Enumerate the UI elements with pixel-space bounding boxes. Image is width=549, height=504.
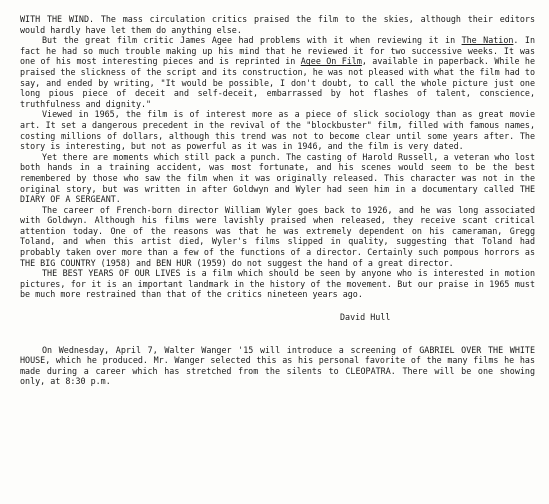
paragraph-announcement: On Wednesday, April 7, Walter Wanger '15 will introduce a screening of GABRIEL OVER THE WHITE HOUSE, which he produced. Mr. Wanger selected this as his personal favorite of the many films he has made during a career which has stretched from the silents to CLEOPATRA. There will be one showing only, at 8:30 p.m. <box>20 344 535 387</box>
agee-text-1: But the great film critic James Agee had problems with it when reviewing it in <box>42 35 462 46</box>
paragraph-viewed-1965: Viewed in 1965, the film is of interest more as a piece of slick sociology than as great movie art. It set a dangerous precedent in the revival of the "blockbuster" film, filled with famous names, costing millions of dollars, although this trend was not to become clear until some years after. The story is interesting, but not as powerful as it was in 1946, and the film is very dated. <box>20 109 535 152</box>
paragraph-moments: Yet there are moments which still pack a punch. The casting of Harold Russell, a veteran who lost both hands in a training accident, was most fortunate, and his scenes would seem to be the best remembered by those who saw the film when it was originally released. This character was not in the original story, but was written in after Goldwyn and Wyler had seen him in a documentary called THE DIARY OF A SERGEANT. <box>20 151 535 205</box>
paragraph-wyler-career: The career of French-born director William Wyler goes back to 1926, and he was long associated with Goldwyn. Although his films were lavishly praised when released, they receive scant critical attention today. One of the reasons was that he was extremely dependent on his cameraman, Gregg Toland, and when this artist died, Wyler's films slipped in quality, suggesting that Toland had probably taken over more than a few of the functions of a director. Certainly such pompous horrors as THE BIG COUNTRY (1958) and BEN HUR (1959) do not suggest the hand of a great director. <box>20 204 535 268</box>
paragraph-best-years: THE BEST YEARS OF OUR LIVES is a film which should be seen by anyone who is interested in motion pictures, for it is an important landmark in the history of the movement. But our praise in 1965 must be much more restrained than that of the critics nineteen years ago. <box>20 268 535 300</box>
paragraph-agee <box>20 35 535 109</box>
section-gap <box>20 323 535 345</box>
agee-text-2: . In fact he had so much trouble making up his mind that he reviewed it for two successive weeks. It was one of his most interesting pieces and is reprinted in <box>20 35 536 67</box>
agee-text-3: , available in paperback. While he praised the slickness of the script and its construction, he was not pleased with what the film had to say, and ended by writing, "It would be possible, I don't doubt, to call the whole picture just one long pious piece of deceit and self-deceit, embarrassed by hot flashes of talent, conscience, truthfulness and dignity." <box>20 56 535 109</box>
signature: David Hull <box>340 312 391 323</box>
the-nation-title: The Nation <box>461 35 514 46</box>
agee-on-film-title: Agee On Film <box>300 56 362 67</box>
paragraph-intro: WITH THE WIND. The mass circulation critics praised the film to the skies, although their editors would hardly have let them do anything else. <box>20 14 535 35</box>
